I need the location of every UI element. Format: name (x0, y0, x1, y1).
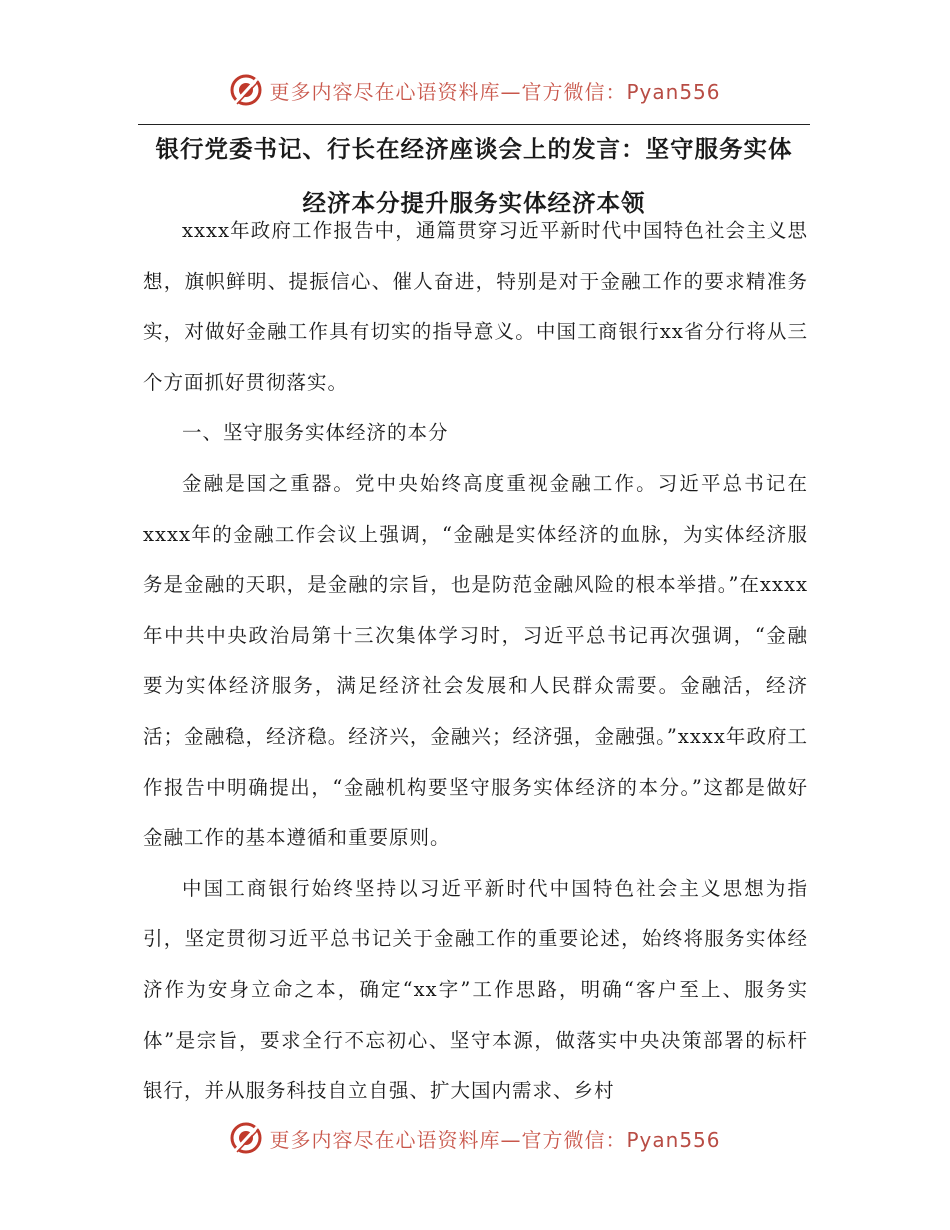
document-title-line2: 经济本分提升服务实体经济本领 (302, 189, 646, 217)
header-rule (138, 124, 810, 125)
header-banner (0, 70, 950, 110)
footer-banner (0, 1118, 950, 1158)
paragraph: 金融是国之重器。党中央始终高度重视金融工作。习近平总书记在xxxx年的金融工作会议上强调，“金融是实体经济的血脉，为实体经济服务是金融的天职，是金融的宗旨，也是防范金融风险的根本举措。”在xxxx年中共中央政治局第十三次集体学习时，习近平总书记再次强调，“金融要为实体经济服务，满足经济社会发展和人民群众需要。金融活，经济活；金融稳，经济稳。经济兴，金融兴；经济强，金融强。”xxxx年政府工作报告中明确提出，“金融机构要坚守服务实体经济的本分。”这都是做好金融工作的基本遵循和重要原则。 (143, 471, 808, 850)
brand-logo-icon (229, 1121, 263, 1155)
section-heading: 一、坚守服务实体经济的本分 (182, 421, 449, 445)
banner-text: 更多内容尽在心语资料库—官方微信：Pyan556 (269, 79, 721, 104)
paragraph: xxxx年政府工作报告中，通篇贯穿习近平新时代中国特色社会主义思想，旗帜鲜明、提振信心、催人奋进，特别是对于金融工作的要求精准务实，对做好金融工作具有切实的指导意义。中国工商银行xx省分行将从三个方面抓好贯彻落实。 (143, 219, 808, 394)
wechat-id: Pyan556 (626, 1127, 721, 1152)
banner-text: 更多内容尽在心语资料库—官方微信：Pyan556 (269, 1127, 721, 1152)
wechat-id: Pyan556 (626, 79, 721, 104)
document-body (143, 206, 808, 1117)
paragraph: 中国工商银行始终坚持以习近平新时代中国特色社会主义思想为指引，坚定贯彻习近平总书记关于金融工作的重要论述，始终将服务实体经济作为安身立命之本，确定“xx字”工作思路，明确“客户至上、服务实体”是宗旨，要求全行不忘初心、坚守本源，做落实中央决策部署的标杆银行，并从服务科技自立自强、扩大国内需求、乡村 (143, 876, 808, 1103)
brand-logo-icon (229, 73, 263, 107)
document-title-line1: 银行党委书记、行长在经济座谈会上的发言：坚守服务实体 (155, 135, 793, 163)
